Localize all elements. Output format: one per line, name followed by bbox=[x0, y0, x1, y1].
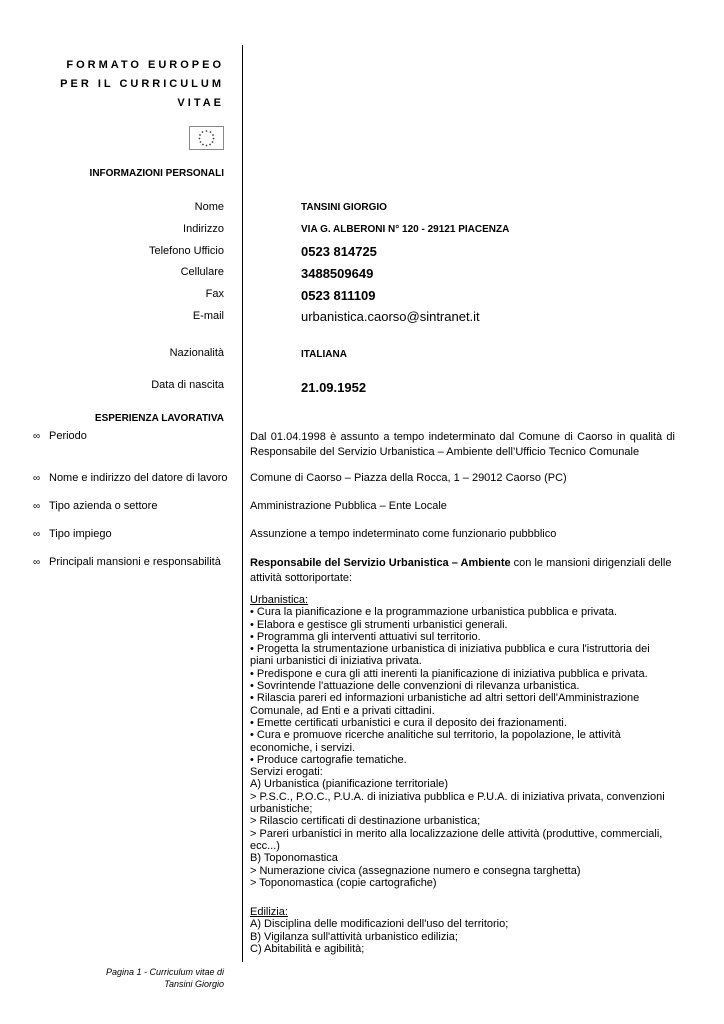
label-tipo-azienda-text: Tipo azienda o settore bbox=[49, 500, 158, 512]
value-data-nascita: 21.09.1952 bbox=[301, 380, 367, 395]
list-item: • Programma gli interventi attuativi sul territorio. bbox=[250, 630, 481, 643]
bullet-icon: ∞ bbox=[33, 501, 41, 512]
label-data-nascita: Data di nascita bbox=[151, 379, 224, 391]
list-item: urbanistiche; bbox=[250, 803, 313, 816]
label-telefono: Telefono Ufficio bbox=[148, 245, 224, 257]
list-item: > Toponomastica (copie cartografiche) bbox=[250, 876, 437, 889]
urbanistica-list bbox=[250, 606, 675, 889]
list-item: Comunale, ad Enti e a privati cittadini. bbox=[250, 704, 435, 717]
urbanistica-heading: Urbanistica: bbox=[250, 594, 309, 606]
value-tipo-azienda: Amministrazione Pubblica – Ente Locale bbox=[250, 500, 447, 512]
page-footer bbox=[106, 966, 224, 990]
value-email[interactable]: urbanistica.caorso@sintranet.it bbox=[301, 309, 480, 324]
list-item: C) Abitabilità e agibilità; bbox=[250, 942, 365, 955]
eu-flag-icon bbox=[189, 126, 224, 150]
list-item: • Progetta la strumentazione urbanistica di iniziativa pubblica e cura l'istruttoria dei bbox=[250, 643, 650, 656]
list-item: • Cura la pianificazione e la programmazione urbanistica pubblica e privata. bbox=[250, 606, 618, 619]
label-indirizzo: Indirizzo bbox=[183, 223, 224, 235]
value-cellulare: 3488509649 bbox=[301, 266, 374, 281]
list-item: > Rilascio certificati di destinazione urbanistica; bbox=[250, 815, 481, 828]
label-email: E-mail bbox=[192, 310, 224, 322]
edilizia-heading: Edilizia: bbox=[250, 906, 288, 918]
label-tipo-azienda bbox=[33, 500, 157, 512]
value-mansioni bbox=[250, 556, 675, 586]
cv-title-line-2: PER IL CURRICULUM bbox=[60, 78, 224, 90]
list-item: • Elabora e gestisce gli strumenti urbanistici generali. bbox=[250, 618, 508, 631]
urbanistica-block bbox=[250, 594, 675, 889]
list-item: > P.S.C., P.O.C., P.U.A. di iniziativa pubblica e P.U.A. di iniziativa privata, convenzioni bbox=[250, 790, 665, 803]
label-tipo-impiego-text: Tipo impiego bbox=[49, 528, 112, 540]
footer-line-1: Pagina 1 - Curriculum vitae di bbox=[105, 967, 224, 977]
label-cellulare: Cellulare bbox=[180, 266, 224, 278]
value-nome: TANSINI GIORGIO bbox=[301, 202, 387, 213]
label-nome: Nome bbox=[194, 201, 224, 213]
label-tipo-impiego bbox=[33, 528, 112, 540]
value-nazionalita: ITALIANA bbox=[301, 349, 347, 360]
bullet-icon: ∞ bbox=[33, 473, 41, 484]
cv-title-line-1: FORMATO EUROPEO bbox=[66, 59, 224, 71]
label-periodo bbox=[33, 430, 87, 442]
list-item: • Cura e promuove ricerche analitiche sul territorio, la popolazione, le attività bbox=[250, 729, 621, 742]
mansioni-role: Responsabile del Servizio Urbanistica – Ambiente bbox=[250, 557, 511, 569]
cv-title-line-3: VITAE bbox=[177, 97, 224, 109]
list-item: > Pareri urbanistici in merito alla localizzazione delle attività (produttive, commerciali, bbox=[250, 827, 663, 840]
edilizia-block bbox=[250, 906, 675, 955]
list-item: • Produce cartografie tematiche. bbox=[250, 753, 407, 766]
edilizia-list bbox=[250, 918, 675, 955]
section-personal-info: INFORMAZIONI PERSONALI bbox=[89, 168, 224, 179]
label-fax: Fax bbox=[205, 288, 224, 300]
cv-title bbox=[60, 56, 224, 113]
value-telefono: 0523 814725 bbox=[301, 244, 377, 259]
value-periodo: Dal 01.04.1998 è assunto a tempo indeterminato dal Comune di Caorso in qualità di Responsabile del Servizio Urbanistica – Ambiente dell’Ufficio Tecnico Comunale bbox=[250, 431, 675, 458]
value-indirizzo: VIA G. ALBERONI N° 120 - 29121 PIACENZA bbox=[301, 224, 510, 235]
footer-line-2: Tansini Giorgio bbox=[164, 979, 224, 989]
list-item: ecc...) bbox=[250, 839, 280, 852]
list-item: A) Disciplina delle modificazioni dell'uso del territorio; bbox=[250, 918, 509, 931]
column-divider bbox=[242, 45, 243, 962]
list-item: economiche, i servizi. bbox=[250, 741, 356, 754]
label-datore bbox=[33, 472, 228, 484]
list-item: A) Urbanistica (pianificazione territoriale) bbox=[250, 778, 449, 791]
mansioni-description: con le mansioni dirigenziali delle attività sottoriportate: bbox=[250, 557, 672, 584]
list-item: B) Toponomastica bbox=[250, 852, 338, 865]
bullet-icon: ∞ bbox=[33, 557, 41, 568]
bullet-icon: ∞ bbox=[33, 529, 41, 540]
list-item: • Emette certificati urbanistici e cura il deposito dei frazionamenti. bbox=[250, 716, 567, 729]
value-fax: 0523 811109 bbox=[301, 288, 376, 303]
section-work-experience: ESPERIENZA LAVORATIVA bbox=[94, 413, 224, 424]
list-item: B) Vigilanza sull'attività urbanistico edilizia; bbox=[250, 930, 458, 943]
label-mansioni bbox=[33, 556, 221, 568]
label-nazionalita: Nazionalità bbox=[169, 347, 224, 359]
label-datore-text: Nome e indirizzo del datore di lavoro bbox=[49, 472, 228, 484]
list-item: > Numerazione civica (assegnazione numero e consegna targhetta) bbox=[250, 864, 581, 877]
bullet-icon: ∞ bbox=[33, 431, 41, 442]
list-item: • Sovrintende l'attuazione delle convenzioni di rilevanza urbanistica. bbox=[250, 680, 580, 693]
list-item: • Rilascia pareri ed informazioni urbanistiche ad altri settori dell'Amministrazione bbox=[250, 692, 640, 705]
label-mansioni-text: Principali mansioni e responsabilità bbox=[49, 556, 221, 568]
value-tipo-impiego: Assunzione a tempo indeterminato come funzionario pubbblico bbox=[250, 528, 557, 540]
list-item: • Predispone e cura gli atti inerenti la pianificazione di iniziativa pubblica e privata. bbox=[250, 667, 648, 680]
value-datore: Comune di Caorso – Piazza della Rocca, 1 – 29012 Caorso (PC) bbox=[250, 472, 567, 484]
list-item: piani urbanistici di iniziativa privata. bbox=[250, 655, 422, 668]
list-item: Servizi erogati: bbox=[250, 766, 323, 779]
label-periodo-text: Periodo bbox=[49, 430, 87, 442]
